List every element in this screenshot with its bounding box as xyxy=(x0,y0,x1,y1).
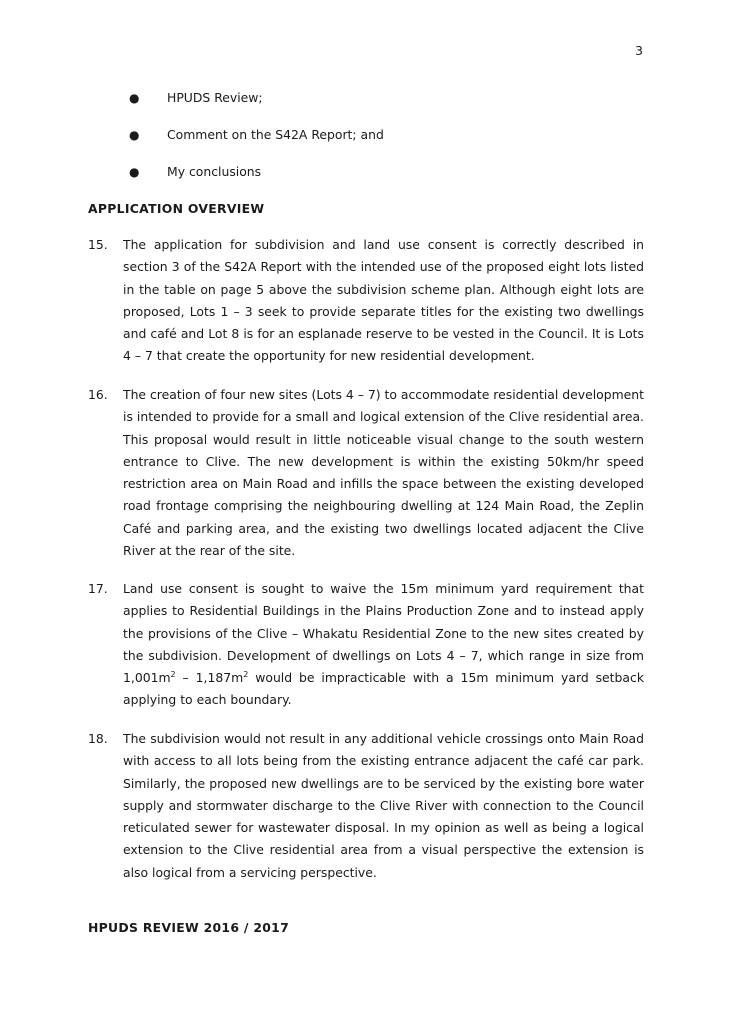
section-heading-application-overview: APPLICATION OVERVIEW xyxy=(88,201,265,216)
bullet-icon: ● xyxy=(129,91,140,105)
bullet-icon: ● xyxy=(129,128,140,142)
bullet-text: Comment on the S42A Report; and xyxy=(167,127,384,142)
paragraph-text: The application for subdivision and land use consent is correctly described in section 3 of the S42A Report with the intended use of the proposed eight lots listed in the table on page 5 above the subdivision scheme plan. Although eight lots are proposed, Lots 1 – 3 seek to provide separate titles for the existing two dwellings and café and Lot 8 is for an esplanade reserve to be vested in the Council. It is Lots 4 – 7 that create the opportunity for new residential development. xyxy=(123,237,644,364)
paragraph-number: 16. xyxy=(88,387,108,402)
paragraph-text: The creation of four new sites (Lots 4 – 7) to accommodate residential development is intended to provide for a small and logical extension of the Clive residential area. This proposal would result in little noticeable visual change to the south western entrance to Clive. The new development is within the existing 50km/hr speed restriction area on Main Road and infills the space between the existing developed road frontage comprising the neighbouring dwelling at 124 Main Road, the Zeplin Café and parking area, and the existing two dwellings located adjacent the Clive River at the rear of the site. xyxy=(123,387,644,559)
list-item xyxy=(129,87,384,124)
paragraph-17 xyxy=(88,578,644,712)
list-item xyxy=(129,161,384,198)
paragraph-text: Land use consent is sought to waive the 15m minimum yard requirement that applies to Residential Buildings in the Plains Production Zone and to instead apply the provisions of the Clive – Whakatu Residential Zone to the new sites created by the subdivision. Development of dwellings on Lots 4 – 7, which range in size from $1,001m^2 - 1,187m^2$ would be impracticable with a 15m minimum yard setback applying to each boundary. xyxy=(123,581,644,708)
paragraph-16 xyxy=(88,384,644,562)
paragraph-number: 15. xyxy=(88,237,108,252)
page-number: 3 xyxy=(635,43,643,58)
paragraph-number: 17. xyxy=(88,581,108,596)
paragraph-18 xyxy=(88,728,644,884)
list-item xyxy=(129,124,384,161)
bullet-list xyxy=(129,87,384,198)
paragraph-number: 18. xyxy=(88,731,108,746)
bullet-icon: ● xyxy=(129,165,140,179)
bullet-text: My conclusions xyxy=(167,164,262,179)
section-heading-hpuds-review: HPUDS REVIEW 2016 / 2017 xyxy=(88,920,290,935)
paragraph-15 xyxy=(88,234,644,368)
paragraph-text: The subdivision would not result in any additional vehicle crossings onto Main Road with access to all lots being from the existing entrance adjacent the café car park. Similarly, the proposed new dwellings are to be serviced by the existing bore water supply and stormwater discharge to the Clive River with connection to the Council reticulated sewer for wastewater disposal. In my opinion as well as being a logical extension to the Clive residential area from a visual perspective the extension is also logical from a servicing perspective. xyxy=(123,731,644,880)
bullet-text: HPUDS Review; xyxy=(167,90,263,105)
